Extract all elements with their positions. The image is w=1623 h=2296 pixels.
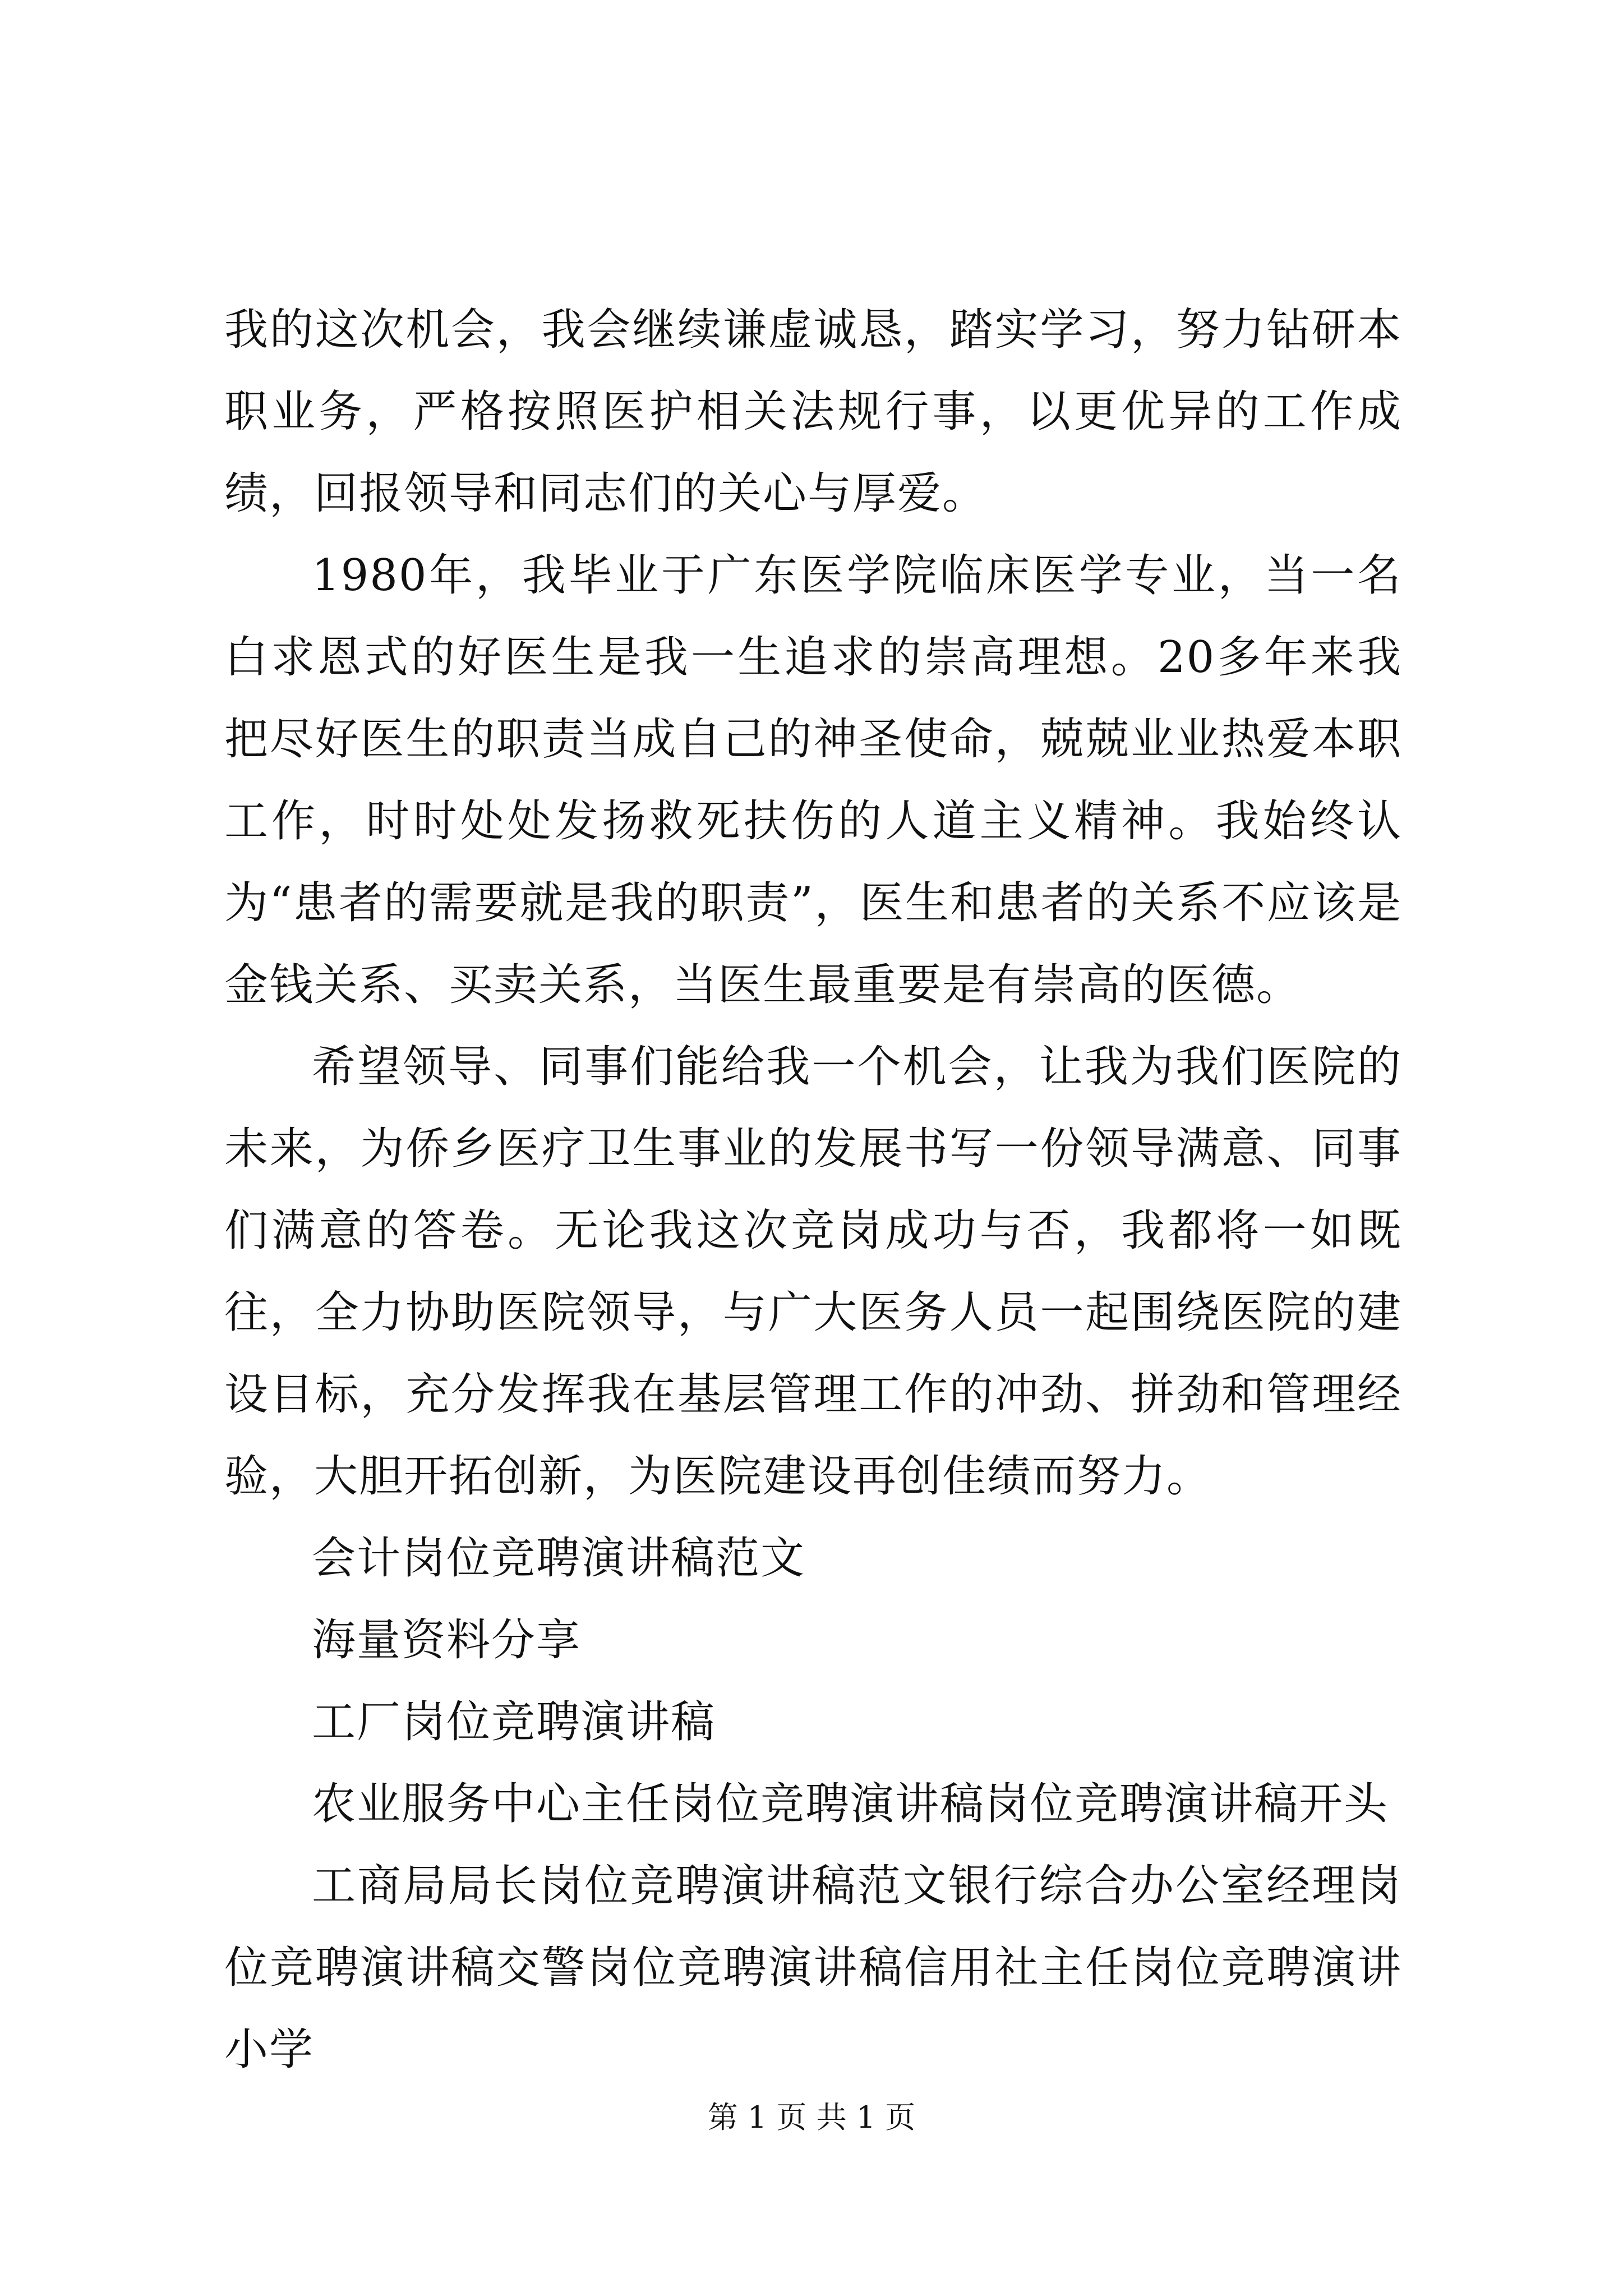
- related-item: 工厂岗位竞聘演讲稿: [312, 1697, 716, 1747]
- related-item: 农业服务中心主任岗位竞聘演讲稿岗位竞聘演讲稿开头: [312, 1779, 1389, 1829]
- page-footer: 第 1 页 共 1 页: [707, 2100, 916, 2135]
- paragraph-continuation: 我的这次机会，我会继续谦虚诚恳，踏实学习，努力钻研本职业务，严格按照医护相关法规行事，以更优异的工作成绩，回报领导和同志们的关心与厚爱。: [224, 305, 1402, 519]
- related-item: 会计岗位竞聘演讲稿范文: [312, 1533, 806, 1584]
- paragraph-hope: 希望领导、同事们能给我一个机会，让我为我们医院的未来，为侨乡医疗卫生事业的发展书写一份领导满意、同事们满意的答卷。无论我这次竞岗成功与否，我都将一如既往，全力协助医院领导，与广大医务人员一起围绕医院的建设目标，充分发挥我在基层管理工作的冲劲、拼劲和管理经验，大胆开拓创新，为医院建设再创佳绩而努力。: [224, 1042, 1402, 1502]
- paragraph-career: 1980年，我毕业于广东医学院临床医学专业，当一名白求恩式的好医生是我一生追求的崇高理想。20多年来我把尽好医生的职责当成自己的神圣使命，兢兢业业热爱本职工作，时时处处发扬救死扶伤的人道主义精神。我始终认为“患者的需要就是我的职责”，医生和患者的关系不应该是金钱关系、买卖关系，当医生最重要是有崇高的医德。: [224, 550, 1402, 1010]
- related-item: 海量资料分享: [312, 1615, 582, 1665]
- document-body: [224, 289, 1402, 2091]
- paragraph-related-list: 工商局局长岗位竞聘演讲稿范文银行综合办公室经理岗位竞聘演讲稿交警岗位竞聘演讲稿信用社主任岗位竞聘演讲小学: [224, 1861, 1402, 2075]
